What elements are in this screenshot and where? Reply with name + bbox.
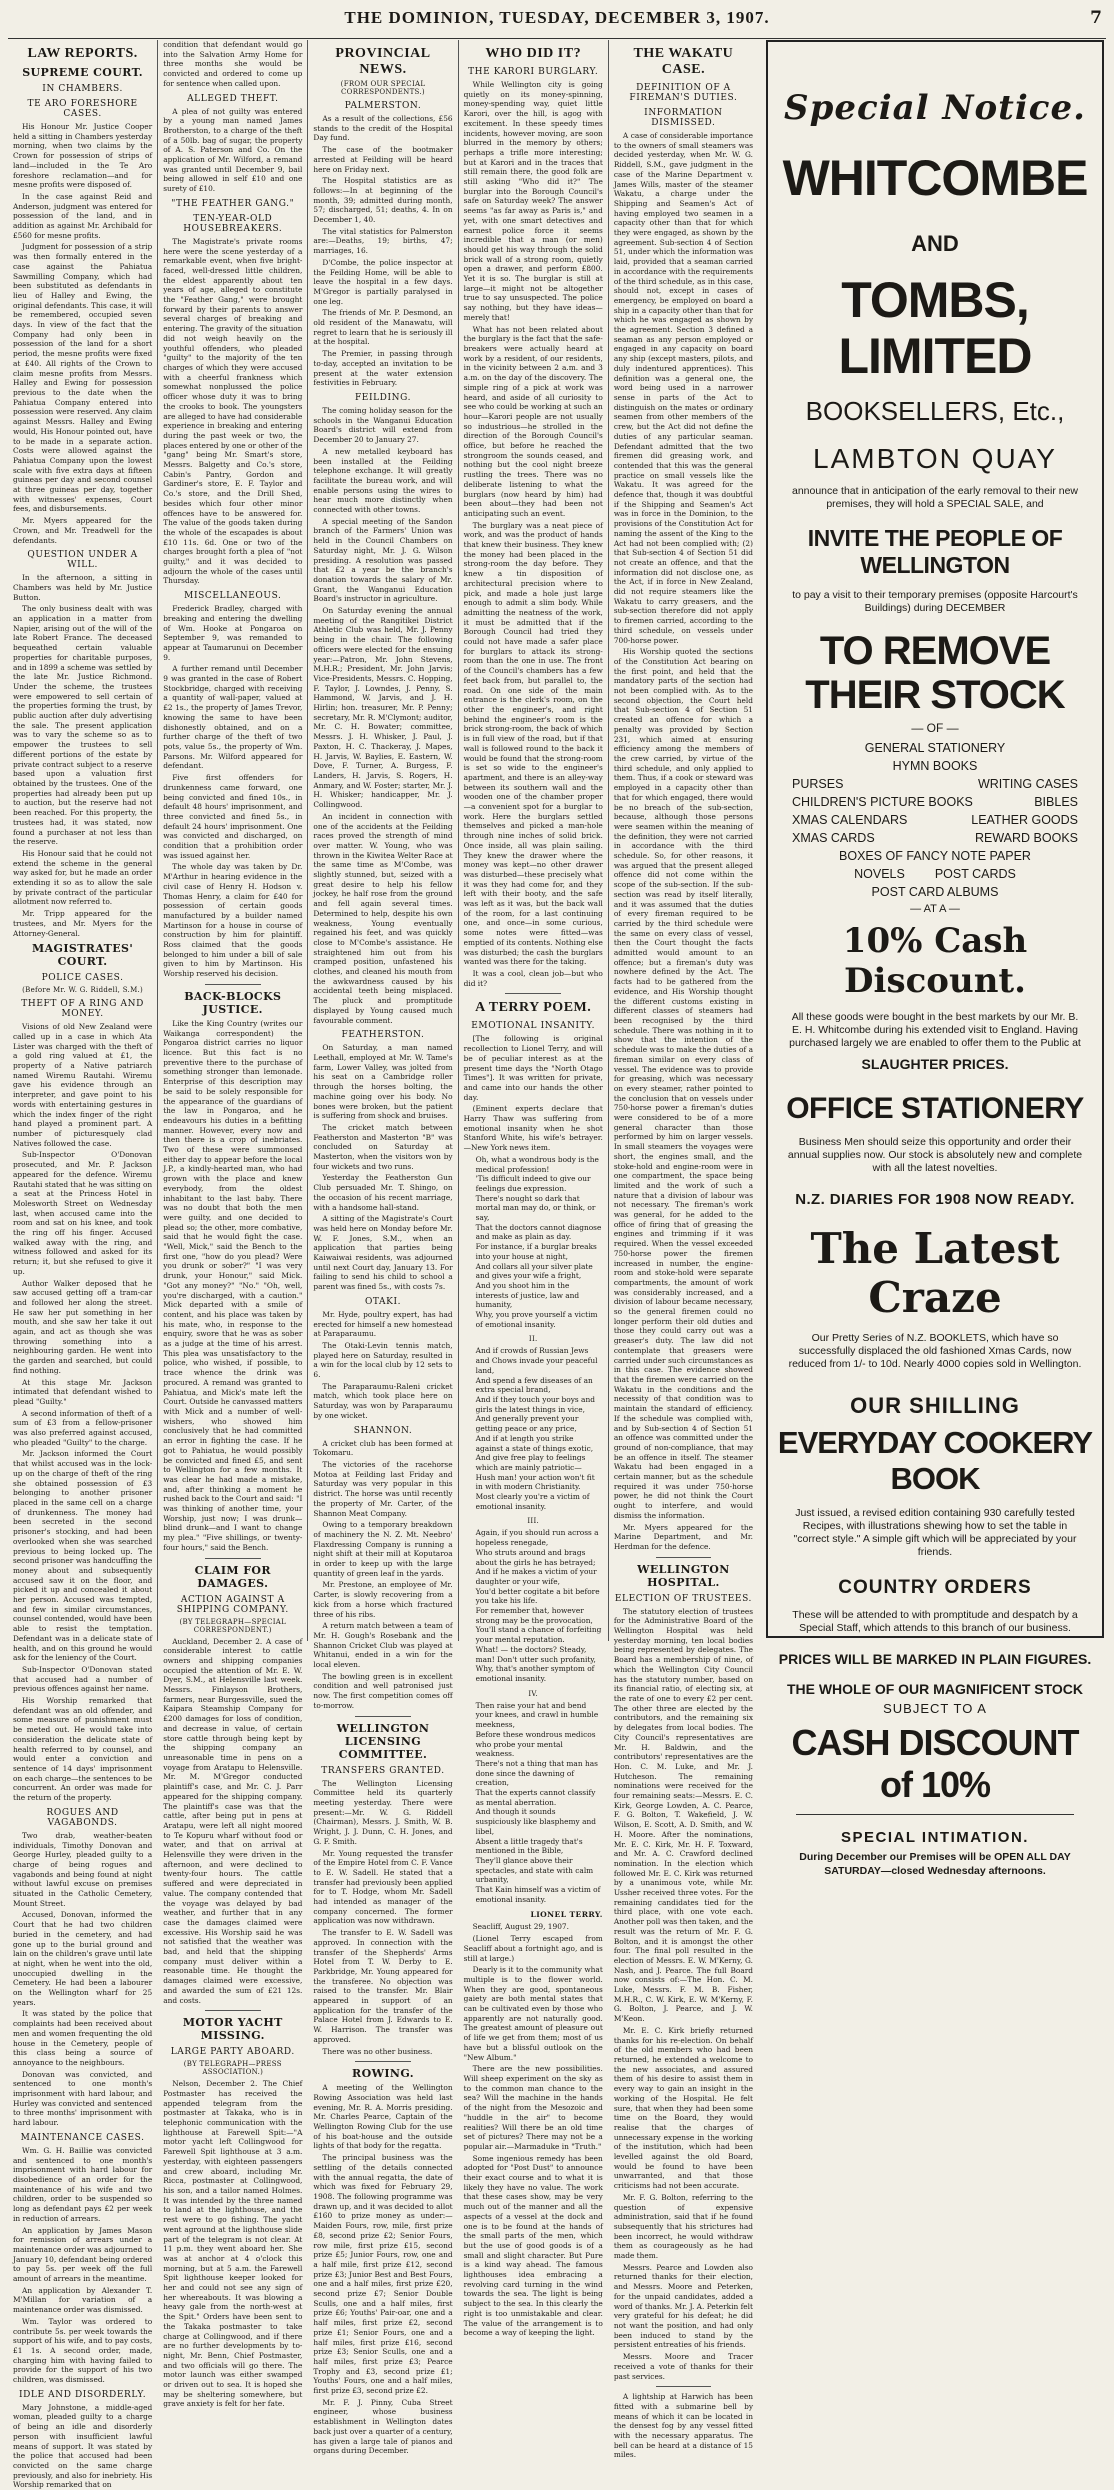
- in-chambers-heading: IN CHAMBERS.: [42, 84, 123, 94]
- trade-line: BOOKSELLERS, Etc.,: [805, 396, 1065, 426]
- announcement-text: announce that in anticipation of the early removal to their new premises, they will hold a SPECIAL SALE, and: [791, 485, 1078, 510]
- paragraph: Mr. E. C. Kirk briefly returned thanks for his re-election. On behalf of the old members who had been returned, he extended a welcome to the new associates, and assured them of his desire to assist them in every way to gain an insight in the working of the Hospital. He felt sure, that when they had been some time on the Board, they would realise that the charges of unnecessary expense in the working of the institution, which had been levelled against the old Board, would be found to have been unwarranted, and that those criticisms had not been accurate.: [613, 2025, 754, 2191]
- article-subtitle: THE KARORI BURGLARY.: [468, 67, 599, 77]
- town-title: OTAKI.: [364, 1296, 402, 1307]
- article-title: ALLEGED THEFT.: [187, 93, 279, 104]
- paragraph: condition that defendant would go into the Salvation Army Home for three months she would be convicted and ordered to come up for sentence when called upon.: [163, 40, 303, 88]
- company-name-first: WHITCOMBE: [782, 150, 1088, 206]
- wakatu-heading: THE WAKATU CASE.: [633, 46, 734, 77]
- paragraph: Mr. F. G. Bolton, referring to the question of expensive administration, said that if he found subsequently that his strictures had been incorrect, he would withdraw them as courageously as he had made them.: [613, 2192, 754, 2261]
- special-intimation-heading: SPECIAL INTIMATION.: [841, 1829, 1029, 1846]
- article-heading: BACK-BLOCKS JUSTICE.: [184, 989, 282, 1016]
- paragraph: Five first offenders for drunkenness came forward, one being convicted and fined 10s., in default 48 hours' imprisonment, and three convicted and fined 5s., in default 24 hours' imprisonment. One was convicted and discharged, on condition that a prohibition order was issued against her.: [163, 773, 303, 860]
- paragraph: A return match between a team of Mr. H. Gough's Rosebank and the Shannon Cricket Club was played at Whitanui, ended in a win for the local eleven.: [313, 1621, 453, 1670]
- slaughter-prices: SLAUGHTER PRICES.: [861, 1056, 1009, 1072]
- goods-item: BOXES OF FANCY NOTE PAPER: [839, 849, 1031, 863]
- paragraph: The case of the bootmaker arrested at Feilding will be heard here on Friday next.: [313, 145, 453, 174]
- whitcombe-tombs-advertisement: [766, 40, 1104, 1877]
- paragraph: Messrs. Pearce and Lowden also returned thanks for their election, and Messrs. Moore and Peterken, for the unpaid candidates, added a word of thanks. Mr. J. A. Peterkin felt very grateful for his defeat; he did not want the position, and had only been induced to stand by the persistent entreaties of his friends.: [613, 2262, 754, 2350]
- divider: [656, 2386, 712, 2387]
- provincial-news-heading: PROVINCIAL NEWS.: [335, 46, 431, 77]
- paragraph: Mr. Young requested the transfer of the Empire Hotel from C. F. Vance to E. W. Sadell. He stated that a transfer had previously been applied for to T. Hodge, whom Mr. Sadell had intended as manager of the company concerned. The former application was now withdrawn.: [313, 1848, 453, 1926]
- article-subtitle: TRANSFERS GRANTED.: [321, 1765, 445, 1776]
- dateline-note: (BY TELEGRAPH—PRESS ASSOCIATION.): [183, 2060, 282, 2077]
- paragraph: Auckland, December 2. A case of considerable interest to cattle owners and shipping companies occupied the attention of Mr. E. W. Dyer, S.M., at Helensville last week. Messrs. Finlayson Brothers, farmers, near Burgessville, sued the Kaipara Steamship Company for £200 damages for loss of condition, and decrease in value, of certain store cattle through being kept by the shipping company an unreasonable time in pens on a voyage from Aratapu to Helensville. Mr. M. M'Gregor conducted plaintiff's case, and Mr. C. J. Parr appeared for the shipping company. The plaintiff's case was that the cattle, after being put in pens at Aratapu, were left all night moored to Te Kopuru wharf without food or water, and that on arrival at Helensville they were driven in the afternoon, and were declined to twenty-four hours. The cattle suffered and were depreciated in value. The company contended that the voyage was delayed by bad weather, and further that in any case the damages claimed were excessive. His Worship said he was not satisfied that the weather was bad, and held that the shipping company must deliver within a reasonable time. He thought the damages claimed were excessive, and awarded the sum of £21 12s. and costs.: [163, 1636, 303, 2005]
- town-title: PALMERSTON.: [344, 101, 422, 111]
- paragraph: The victories of the racehorse Motoa at Feilding last Friday and Saturday was very popular in this district. The horse was until recently the property of Mr. Carter, of the Shannon Meat Company.: [313, 1460, 453, 1518]
- goods-bought-text: All these goods were bought in the best markets by our Mr. B. E. H. Whitcombe during his extended visit to England. Having purchased largely we are enabled to offer them to the Public at: [789, 1011, 1081, 1049]
- paragraph: In the afternoon, a sitting in Chambers was held by Mr. Justice Button.: [13, 573, 153, 602]
- article-title: IDLE AND DISORDERLY.: [18, 2389, 147, 2400]
- paragraph: The burglary was a neat piece of work, and was the product of hands that knew their business. They knew the money had been placed in the strong-room the day before. They knew a tin disposition of architectural precision where to pick, and made a hole just large enough to admit a slim body. While admitting the neatness of the work, it must be admitted that if the Borough Council had tried they could not have made a safer place for burglars to attack its strong-room than the one in use. The front of the Council's chambers has a few feet back from, but parallel to, the road. On one side of the main entrance is the clerk's room, on the other the engineer's, and right behind the engineer's room is the brick strong-room, the back of which is in full view of the road, but if that wall is followed round to the back it would be found that the strong-room is set so wide to the engineer's apartment, and there is an alley-way between its southern wall and the wooden one of the chamber proper—a convenient spot for a burglar to work. Here the burglars settled themselves and picked a man-hole through nine inches of solid brick. Once inside, all was plain sailing. They knew the drawer where the money was kept—no other drawer was disturbed—these precisely what it was they had come for, and they left with their booty, and the safe was left as it was, but the back wall of the room, for a last continuing one, and once—in some curious, some notes were fitted—was emptied of its contents. Nothing else was disturbed; the cash the burglars wanted was there for the taking.: [463, 520, 603, 967]
- article-subtitle: DEFINITION OF A FIREMAN'S DUTIES.: [629, 83, 738, 103]
- goods-item: REWARD BOOKS: [974, 831, 1078, 845]
- location-line: LAMBTON QUAY: [813, 443, 1057, 474]
- paragraph: Two drab, weather-beaten individuals, Timothy Donovan and George Hurley, pleaded guilty to a charge of being rogues and vagabonds and being found at night without lawful excuse on premises situated in the Catholic Cemetery, Mount Street.: [13, 1830, 153, 1908]
- supreme-court-heading: SUPREME COURT.: [22, 66, 143, 79]
- paragraph: Mr. Jackson informed the Court that whilst accused was in the lock-up on the charge of theft of the ring she obtained possession of £3 belonging to another prisoner placed in the same cell on a charge of drunkenness. The money had been secreted in the second prisoner's stocking, and had been overlooked when she was searched previous to being locked up. The second prisoner was handcuffing the money about and subsequently accused saw it on the floor, and picked it up and concealed it about her person. Accused was tempted, and few in similar circumstances, counsel contended, would have been able to resist the temptation. Defendant was in a delicate state of health, and on this ground he would ask for the leniency of the Court.: [13, 1449, 153, 1663]
- article-title: QUESTION UNDER A WILL.: [27, 550, 138, 571]
- town-title: FEATHERSTON.: [341, 1030, 425, 1041]
- paragraph: What has not been related about the burglary is the fact that the safe-breakers were actually heard at work by a resident, of our residents, in the vicinity between 2 a.m. and 3 a.m. on the day of the discovery. The simple ring of a pick at work was heard, and aside of all curiosity to see who could be working at such an hour—Karori people are not usually so industrious—he strolled in the direction of the Borough Council's office, but before he reached the strongroom the sounds ceased, and nothing but the cool night breeze rustling the trees. There was no deliberate listening to what the burglars (now heard by him) had been about—they had been not anticipating such an event.: [463, 324, 603, 518]
- paragraph: The Paraparaumu-Raleni cricket match, which took place here on Saturday, was won by Paraparaumu by one wicket.: [313, 1381, 453, 1420]
- article-subtitle: TEN-YEAR-OLD HOUSEBREAKERS.: [183, 213, 283, 234]
- article-columns: [8, 40, 758, 2490]
- paragraph: A new metalled keyboard has been installed at the Feilding telephone exchange. It will greatly facilitate the bureau work, and will enable persons using the wires to hear much more distinctly when connected with other towns.: [313, 446, 453, 515]
- article-title: THEFT OF A RING AND MONEY.: [21, 999, 144, 1020]
- shilling-heading: OUR SHILLING: [850, 1393, 1020, 1418]
- paragraph: A sitting of the Magistrate's Court was held here on Monday before Mr. W. F. Jones, S.M., when an application that parties being Kaiwaiwai residents, was adjourned until next Court day, January 13. For failing to send his child to school a parent was fined 5s., with costs 7s.: [313, 1214, 453, 1292]
- column-law-continued: [158, 40, 308, 2409]
- paragraph: The Otaki-Levin tennis match, played here on Saturday, resulted in a win for the local club by 12 sets to 6.: [313, 1340, 453, 1380]
- cash-discount-heading: 10% Cash Discount.: [842, 921, 1028, 1001]
- paragraph: Frederick Bradley, charged with breaking and entering the dwelling of Wm. Hooke at Pongaroa on September 9, was remanded to appear at Taumarunui on December 9.: [163, 604, 303, 662]
- of-separator: — OF —: [911, 721, 959, 735]
- goods-item: WRITING CASES: [977, 777, 1078, 791]
- paragraph: The Wellington Licensing Committee held its quarterly meeting yesterday. There were present:—Mr. W. G. Riddell (Chairman), Messrs. J. Smith, W. B. Wright, J. J. Dunn, C. H. Jones, and G. F. Smith.: [313, 1778, 453, 1846]
- article-title: TE ARO FORESHORE CASES.: [27, 99, 138, 119]
- paragraph: Mr. Myers appeared for the Marine Department, and Mr. Herdman for the defence.: [613, 1522, 754, 1551]
- paragraph: As a result of the collections, £56 stands to the credit of the Hospital Day fund.: [313, 114, 453, 143]
- paragraph: The bowling green is in excellent condition and well patronised just now. The first competition comes off to-morrow.: [313, 1671, 453, 1710]
- opening-hours-text: During December our Premises will be OPEN ALL DAY SATURDAY—closed Wednesday afternoons.: [799, 1851, 1071, 1877]
- police-cases-heading: POLICE CASES.: [41, 973, 124, 984]
- company-name-and: AND: [911, 231, 959, 256]
- paragraph: Wm. G. H. Baillie was convicted and sentenced to one month's imprisonment with hard labour for disobedience of an order for the maintenance of his wife and two children, order to be suspended so long as defendant pays £2 per week in reduction of arrears.: [13, 2145, 153, 2223]
- stanza-number: III.: [527, 1517, 540, 1526]
- paragraph: An incident in connection with one of the accidents at the Feilding races proved the strength of mind over matter. W. Young, who was thrown in the Kiwitea Welter Race at the same time as M'Combe, was slightly stunned, but, seized with a great desire to help his fellow jockey, he half rose from the ground and fell again several times. Determined to help, despite his own weakness, Young eventually regained his feet, and was quickly close to M'Combe's assistance. He straightened him out from his cramped position, unfastened his clothes, and cleaned his mouth from the awkwardness caused by his accidental teeth being misplaced. The pluck and promptitude displayed by Young caused much favourable comment.: [313, 811, 453, 1025]
- paragraph: His Honour said that he could not extend the scheme in the general way asked for, but he made an order extending it so as to allow the sale by private contract of the particular allotment now referred to.: [13, 848, 153, 907]
- poem-stanza: Then raise your hat and bend your knees, and crawl in humble meekness, Before these wondrous medicos who probe your mental weakness. There's not a thing that man has done since the dawning of creation, That the experts cannot classify as mental aberration. And though it sounds suspiciously like blasphemy and libel, Absent a little tragedy that's mentioned in the Bible, They'll glance above their spectacles, and state with calm urbanity, That Kain himself was a victim of emotional insanity.: [475, 1700, 601, 1904]
- paragraph: There was no other business.: [322, 2046, 433, 2056]
- paragraph: An application by James Mason for remission of arrears under a maintenance order was adjourned to January 10, defendant being ordered to pay 5s. per week off the full amount of arrears in the meantime.: [13, 2225, 153, 2284]
- goods-item: POST CARDS: [934, 867, 1016, 881]
- paragraph: The principal business was the settling of the details connected with the annual regatta, the date of which was fixed for February 29, 1908. The following programme was drawn up, and it was decided to allot £160 to prize money as under:—Maiden Fours, row, mile, first prize £8, second prize £2; Senior Fours, row mile, first prize £15, second prize £5; Junior Fours, row, one and a half mile, first prize £12, second prize £3; Junior Best and Best Fours, one and a half miles, first prize £20, second prize £7; Senior Double Sculls, one and a half miles, first prize £6; Youths' Pair-oar, one and a half miles, first prize £2, second prize £1; Senior Fours, one and a half miles, first prize £16, second prize £3; Senior Sculls, one and a half miles, first prize £3; Pearce Trophy and £3, second prize £1; Youths' Fours, one and a half miles, first prize £3, second prize £2.: [313, 2153, 453, 2396]
- goods-item: BIBLES: [1034, 795, 1078, 809]
- paragraph: The Hospital statistics are as follows:—In at beginning of the month, 39; admitted during month, 57; discharged, 51; deaths, 4. In on December 1, 40.: [313, 176, 453, 225]
- at-separator: — AT A —: [910, 903, 960, 915]
- paragraph: At this stage Mr. Jackson intimated that defendant wished to plead "Guilty.": [13, 1377, 153, 1406]
- goods-item: NOVELS: [854, 867, 905, 881]
- paragraph: Judgment for possession of a strip was then formally entered in the case against the Pahiatua Sawmilling Company, which had been substituted as defendants in lieu of Halley and Ewing, the original defendants. This case, it will be remembered, occupied seven days. In view of the fact that the Company had only been in possession of the land for a short period, the mesne profits were fixed at £40. All rights of the Crown to claim mesne profits from Messrs. Halley and Ewing for possession previous to the date when the Pahiatua Company entered into possession were reserved. Any claim against Messrs. Halley and Ewing would, His Honour pointed out, have to be made in a separate action. Costs were allowed against the Pahiatua Company upon the lowest scale with five extra days at fifteen guineas per day and second counsel at three guineas per day, together with witnesses' expenses, Court fees, and disbursements.: [13, 242, 153, 514]
- law-reports-heading: LAW REPORTS.: [27, 46, 138, 61]
- paragraph: Dearly is it to the community what multiple is to the flower world. When they are good, spontaneous gaiety are both mental states that can be cultivated even by those who apparently are not naturally good. The greatest amount of pleasure out of life we get from them; most of us have but a blissful outlook on the "New Album.": [463, 1965, 603, 2062]
- paragraph: A special meeting of the Sandon branch of the Farmers' Union was held in the Council Chambers on Saturday night, Mr. J. G. Wilson presiding. A resolution was passed that £2 a year be the branch's donation towards the salary of Mr. Grant, the Wanganui Education Board's instructor in agriculture.: [313, 516, 453, 604]
- paragraph: Mr. Myers appeared for the Crown, and Mr. Treadwell for the defendants.: [13, 516, 153, 545]
- signature-date: Seacliff, August 29, 1907.: [472, 1922, 569, 1932]
- diaries-heading: N.Z. DIARIES FOR 1908 NOW READY.: [795, 1191, 1075, 1208]
- paragraph: A case of considerable importance to the owners of small steamers was decided yesterday, when Mr. W. G. Riddell, S.M., gave judgment in the case of the Marine Department v. James Wills, master of the steamer Wakatu, a charge under the Shipping and Seamen's Act of having employed two seamen in a capacity other than that for which they were engaged, as shown by the agreement. Sub-section 4 of Section 51, under which the information was laid, provided that a seaman carried in accordance with the requirements of the third schedule, as in this case, should not, except in cases of emergency, be employed on board a ship in a capacity other than that for which he was engaged as shown by the agreement. Section 3 defined a seaman as any person employed or engaged in any capacity on board any ship (except masters, pilots, and duly indentured apprentices). This definition was a general one, the word being used in a narrower sense in parts of the Act to distinguish on the mates or ordinary seamen from other members of the crew, but the Act did not define the duties of any particular seaman. Defendant admitted that the two firemen did greasing work, and contended that this was the general practice on small vessels like the Wakatu. It was agreed for the defence that, though it was doubtful if the Shipping and Seamen's Act was in force in the Dominion, to the provisions of the Constitution Act for naming the assent of the King to the Act had not been complied with; (2) that Sub-section 4 of Section 51 did not create an offence, and that the information did not disclose one, as the Act, if in force in New Zealand, did not require steamers like the Wakatu to carry greasers, and the sub-section therefore did not apply to firemen carried, according to the third schedule, on vessels under 700-horse power.: [613, 131, 754, 645]
- goods-list: [776, 739, 1094, 901]
- paragraph: Mr. Tripp appeared for the trustees, and Mr. Myers for the Attorney-General.: [13, 909, 153, 938]
- company-name: [776, 150, 1094, 384]
- article-title: ROGUES AND VAGABONDS.: [46, 1807, 119, 1828]
- column-law-reports: [8, 40, 158, 2490]
- country-orders-heading: COUNTRY ORDERS: [838, 1577, 1032, 1598]
- article-title: MAINTENANCE CASES.: [20, 2132, 145, 2143]
- paragraph: A further remand until December 9 was granted in the case of Robert Stockbridge, charged with receiving a quantity of wall-paper, valued at £2 1s., the property of James Trevor, knowing the same to have been dishonestly obtained, and on a further charge of the theft of two pots, value 5s., the property of Wm. Parsons. Mr. Wilford appeared for defendant.: [163, 664, 303, 771]
- paragraph: Wm. Taylor was ordered to contribute 5s. per week towards the support of his wife, and to pay costs, £1 1s. A second order, made, charging him with having failed to provide for the support of his two children, was dismissed.: [13, 2316, 153, 2385]
- paragraph: While Wellington city is going quietly on its money-spinning, money-spending way, quiet little Karori, over the hill, is agog with excitement. In these speedy times incidents, however moving, are soon blurred in the memory by others; perhaps a trifle more interesting; but at Karori and in the traces that still remain there, the good folk are still asking "Who did it?" The burglar into the Borough Council's safe on Saturday week? The answer seems "as far away as Paris is," and yet, with one smart detectives and earnest police force it seems incredible that a man (or men) should get his way through the solid brick wall of a strong room, quietly open a drawer, and perform £800. Yet it is so. The burglar is still at large—it might not be altogether true to say unsuspected. The police say nothing, but they have ideas—merely that!: [463, 80, 603, 322]
- divider: [205, 2010, 261, 2011]
- poem-stanza: And if crowds of Russian Jews and Chows invade your peaceful land, And spend a few diseases of an extra special brand, And if they touch your boys and girls the latest things in vice, And generally prevent your getting peace or any price, And if at length you strike against a state of things exotic, And give free play to feelings which are mainly patriotic— Hush man! your action won't fit in with modern Christianity. Most clearly you're a victim of emotional insanity.: [475, 1346, 598, 1511]
- paragraph: (Eminent experts declare that Harry Thaw was suffering from emotional insanity when he shot Stanford White, his wife's betrayer.—New York news item.: [463, 1104, 603, 1153]
- paragraph: In the case against Reid and Anderson, judgment was entered for possession of the land, and in addition as against Mr. Archibald for £560 for mesne profits.: [13, 191, 153, 240]
- booklets-text: Our Pretty Series of N.Z. BOOKLETS, which have so successfully displaced the old fashioned Xmas Cards, now reduced from 1/- to 10d. Nearly 4000 copies sold in Wellington.: [788, 1332, 1082, 1370]
- goods-item: LEATHER GOODS: [971, 813, 1078, 827]
- paragraph: A cricket club has been formed at Tokomaru.: [313, 1438, 453, 1458]
- paragraph: Mr. F. J. Pinny, Cuba Street engineer, whose business establishment in Wellington dates back just over a quarter of a century, has given a large tale of pianos and organs during December.: [313, 2397, 453, 2456]
- article-subtitle: ELECTION OF TRUSTEES.: [614, 1593, 752, 1604]
- paragraph: Nelson, December 2. The Chief Postmaster has received the appended telegram from the postmaster at Takaka, who is in telephonic communication with the lighthouse at Farewell Spit:—"A motor yacht left Collingwood for Farewell Spit lighthouse at 3 a.m. yesterday, with eighteen passengers and crew aboard, including Mr. Ricca, postmaster at Collingwood, his son, and a tailor named Holmes. It was intended by the three named to land at the lighthouse, and the rest were to go fishing. The yacht went aground at the lighthouse slide part of the telegram is not clear. At 11 p.m. they went aboard her. She was at anchor at 4 o'clock this morning, but at 5 a.m. the Farewell Spit lighthouse keeper looked for her and could not see any sign of her whereabouts. It was blowing a heavy gale from the north-west at the Spit." Orders have been sent to the Takaka postmaster to take charge at Collingwood, and if there are no further developments by to-night, Mr. Benn, Chief Postmaster, and two officials will go there. The motor launch was either swamped or driven out to sea. It is hoped she may be sheltering somewhere, but grave anxiety is felt for her fate.: [163, 2079, 303, 2409]
- paragraph: The Magistrate's private rooms here were the scene yesterday of a remarkable event, when five bright-faced, well-dressed little children, the eldest apparently about ten years of age, alleged to constitute the "Feather Gang," were brought forward by their parents to answer several charges of breaking and entering. The gravity of the situation did not weigh heavily on the youthful offenders, who pleaded "guilty" to the majority of the ten charges of which they were accused with a cheerful frankness which somewhat nonplussed the police officer whose duty it was to bring the crooks to book. The youngsters are alleged to have had considerable experience in breaking and entering during the past week or two, the places entered by one or other of the "gang" being Mr. Smart's store, Messrs. Balgetty and Co.'s store, Cabin's Pantry, Gordon and Gardiner's store, E. F. Taylor and Co.'s store, and the Drill Shed, besides which four other minor offences have to be answered for. The value of the goods taken during the whole of the escapades is about £10 11s. 6d. One or two of the charges brought forth a plea of "not guilty," and it was decided to adjourn the whole of the cases until Thursday.: [163, 236, 303, 586]
- paragraph: On Saturday, a man named Leethall, employed at Mr. W. Tame's farm, Lower Valley, was jolted from his seat on a Cambridge roller through the horses bolting, the machine going over his body. No bones were broken, but the patient is suffering from shock and bruises.: [313, 1043, 453, 1121]
- goods-item: CHILDREN'S PICTURE BOOKS: [792, 795, 973, 809]
- remove-stock-heading: TO REMOVE THEIR STOCK: [805, 629, 1065, 717]
- poem-heading: A TERRY POEM.: [475, 1000, 592, 1016]
- column-wakatu-case: [609, 40, 758, 2460]
- paragraph: The coming holiday season for the schools in the Wanganui Education Board's district will extend from December 20 to January 27.: [313, 405, 453, 445]
- magistrates-court-heading: MAGISTRATES' COURT.: [32, 942, 134, 969]
- special-notice-heading: Special Notice.: [784, 88, 1086, 128]
- paragraph: His Worship remarked that defendant was an old offender, and some measure of punishment must be meted out. He would take into consideration the delicate state of health referred to by counsel, and would enter a conviction and sentence of 14 days' imprisonment on each charge—the sentences to be concurrent. An order was made for the return of the property.: [13, 1696, 153, 1803]
- paragraph: Author Walker deposed that he saw accused getting off a tram-car and followed her along the street. He saw her put something in her mouth, and she saw her take it out again, and act as though she was throwing something into a neighbouring garden. He went into the garden and searched, but could find nothing.: [13, 1278, 153, 1375]
- paragraph: Like the King Country (writes our Waikanga correspondent) the Pongaroa district carries no liquor licence. But this fact is no preventive there to the purchase of something stronger than lemonade. Enterprise of this description may be said to be solely responsible for the appearance of the guardians of the law in Pongaroa, and he endeavours his duties in a befitting manner. However, every now and then there is a crop of inebriates. Two of these were summonsed either day to appear before the local J.P., a kindly-hearted man, who had grown with the place and knew everybody, from the oldest inhabitant to the last baby. There was no doubt that both the men were guilty, and one decided to plead so; the other, more combative, said that he would fight the case. "Well, Mick," said the Bench to the first one, "how do you plead? Were you drunk or sober?" "I was very drunk, your Honour," said Mick. "Got any money?" "No." "Oh, well, you're discharged, with a caution." Mick departed with a smile of content, and his place was taken by his mate, who, in response to the enquiry, swore that he was as sober as a judge at the time of his arrest. This plea was unsatisfactory to the police, who wished, if possible, to trace whence the drink was procured. A remand was granted to Pahiatua, and Mick's mate left the Court. Outside he canvassed matters with Mick and a number of well-wishers, who showed him conclusively that he had committed an error in fighting the case. If he got to Pahiatua, he would possibly be convicted and fined £5, and sent to Wellington for a few months. It was clear he had made a mistake, and, after thinking a moment he rushed back to the Court and said: "I was thinking of another time, your Worship, just now; I was drunk—blind drunk—and I want to change my plea." "Five shillings, or twenty-four hours," said the Bench.: [163, 1018, 303, 1552]
- column-who-did-it: [459, 40, 609, 2338]
- paragraph: A plea of not guilty was entered by a young man named James Brotherston, to a charge of the theft of a 50lb. bag of sugar, the property of A. S. Paterson and Co. On the application of Mr. Wilford, a remand was granted until December 9, bail being allowed in self £10 and one surety of £10.: [163, 106, 303, 194]
- goods-item: HYMN BOOKS: [892, 759, 978, 773]
- paragraph: [The following is original recollection to Lionel Terry, and will be of peculiar interest as at the present time days the "North Otago Times"]. It was written for private, and came into our hands the other day.: [463, 1034, 603, 1102]
- divider: [355, 2061, 411, 2062]
- who-did-it-heading: WHO DID IT?: [485, 46, 582, 61]
- visit-text: to pay a visit to their temporary premises (opposite Harcourt's Buildings) during DECEMBER: [792, 589, 1078, 614]
- dateline-note: (BY TELEGRAPH—SPECIAL CORRESPONDENT.): [179, 1617, 287, 1634]
- town-title: FEILDING.: [354, 392, 412, 403]
- provincial-subheading: (FROM OUR SPECIAL CORRESPONDENTS.): [340, 80, 426, 96]
- signature-note: (Lionel Terry escaped from Seacliff about a fortnight ago, and is still at large.): [463, 1934, 603, 1963]
- paragraph: Owing to a temporary breakdown of machinery the N. Z. Mt. Neebro' Flaxdressing Company is running a night shift at their mill at Koputaroa in order to keep up with the large quantity of green leaf in the yards.: [313, 1520, 453, 1578]
- paragraph: Mr. Hyde, poultry expert, has had erected for himself a new homestead at Paraparaumu.: [313, 1309, 453, 1339]
- masthead-title: THE DOMINION, TUESDAY, DECEMBER 3, 1907.: [344, 8, 770, 27]
- paragraph: His Honour Mr. Justice Cooper held a sitting in Chambers yesterday morning, when two claims by the Crown for possession of strips of land—included in the Te Aro foreshore reclamation—and for mesne profits were disposed of.: [13, 122, 153, 190]
- paragraph: The only business dealt with was an application in a matter from Napier, arising out of the will of the late Robert France. The deceased bequeathed certain valuable properties for charitable purposes, and in 1899 a scheme was settled by the late Mr. Justice Richmond. Under the scheme, the trustees were empowered to sell certain of the properties forming the trust, by public auction after duly advertising the sale. The present application was to vary the scheme so as to empower the trustees to sell different portions of the estate by private contract subject to a reserve based upon a valuation first obtained by the trustees. One of the properties had already been put up to auction, but the reserve had not been reached. For this property, the trustees had, it was stated, now found a purchaser at not less than the reserve.: [13, 604, 153, 847]
- paragraph: Messrs. Moore and Tracer received a vote of thanks for their past services.: [613, 2352, 754, 2381]
- article-subtitle: INFORMATION DISMISSED.: [644, 108, 723, 128]
- business-text: Business Men should seize this opportunity and order their annual supplies now. Our stock is absolutely new and complete with all the latest novelties.: [787, 1136, 1083, 1174]
- paragraph: A meeting of the Wellington Rowing Association was held last evening, Mr. R. A. Morris presiding. Mr. Charles Pearce, Captain of the Wellington Rowing Club for the use of his boat-house and the outside lights of that body for the regatta.: [313, 2083, 453, 2151]
- town-title: SHANNON.: [353, 1425, 413, 1436]
- article-heading: ROWING.: [352, 2067, 414, 2081]
- divider: [656, 1557, 712, 1558]
- paragraph: Sub-Inspector O'Donovan prosecuted, and Mr. P. Jackson appeared for the defence. Wiremu Rautahi stated that he was sitting on a seat at the Princess Hotel in Molesworth Street on Wednesday last, when accused came into the room and sat on his knee, and took the ring off his finger. Accused walked away with the ring, and witness followed and asked for its return; it, but she refused to give it up.: [13, 1150, 153, 1276]
- paragraph: Accused, Donovan, informed the Court that he had two children buried in the cemetery, and had gone up to the burial ground and lain on the children's grave until late at night, when he went into the old, unoccupied dwelling in the Cemetery. He had been a labourer on the Wellington wharf for 25 years.: [13, 1910, 153, 2007]
- paragraph: Sub-Inspector O'Donovan stated that accused had a number of previous offences against her name.: [13, 1664, 153, 1694]
- column-provincial-news: [308, 40, 458, 2456]
- goods-item: GENERAL STATIONERY: [864, 741, 1006, 755]
- paragraph: A lightship at Harwich has been fitted with a submarine bell by means of which it can be located in the densest fog by any vessel fitted with the necessary apparatus. The bell can be heard at a distance of 15 miles.: [613, 2392, 754, 2460]
- article-title: MISCELLANEOUS.: [184, 591, 282, 602]
- article-heading: WELLINGTON HOSPITAL.: [637, 1562, 730, 1589]
- divider: [505, 993, 561, 994]
- poem-subtitle: EMOTIONAL INSANITY.: [471, 1021, 596, 1032]
- goods-item: PURSES: [792, 777, 844, 791]
- goods-item: XMAS CARDS: [792, 831, 875, 845]
- cookery-book-heading: EVERYDAY COOKERY BOOK: [777, 1425, 1093, 1496]
- paragraph: Donovan was convicted, and sentenced to one month's imprisonment with hard labour, and Hurley was convicted and sentenced to three months' imprisonment with hard labour.: [13, 2069, 153, 2128]
- paragraph: Mary Johnstone, a middle-aged woman, pleaded guilty to a charge of being an idle and disorderly person with insufficient lawful means of support. It was stated by the police that accused had been convicted on the same charge previously, and also for inebriety. His Worship remarked that on: [13, 2402, 153, 2490]
- paragraph: The whole day was taken by Dr. M'Arthur in hearing evidence in the civil case of Henry H. Hodson v. Thomas Henry, a claim for £40 for possession of certain goods manufactured by a builder named Martinson for a house in course of construction by him for plaintiff. Ross claimed that the goods belonged to him under a bill of sale given to him by Martinson. His Worship reserved his decision.: [163, 862, 303, 979]
- poem-stanza: Again, if you should run across a hopeless renegade, Who struts around and brags about the girls he has betrayed; And if he makes a victim of your daughter or your wife, You'd better cogitate a bit before you take his life. For remember that, however strong may be the provocation, You'll stand a chance of forfeiting your mental reputation. What! — the doctors? Steady, man! Don't utter such profanity, Why, that's another symptom of emotional insanity.: [475, 1528, 602, 1683]
- invite-heading: INVITE THE PEOPLE OF WELLINGTON: [807, 525, 1063, 578]
- paragraph: The Premier, in passing through to-day, accepted an invitation to be present at the water extension festivities in February.: [313, 349, 453, 388]
- page-number: 7: [1090, 8, 1102, 28]
- latest-craze-heading: The Latest Craze: [810, 1224, 1060, 1322]
- whole-stock-heading: THE WHOLE OF OUR MAGNIFICENT STOCK: [786, 1681, 1084, 1697]
- paragraph: Mr. Prestone, an employee of Mr. Carter, is slowly recovering from a kick from a horse which fractured three of his ribs.: [313, 1580, 453, 1619]
- paragraph: D'Combe, the police inspector at the Feilding Home, will be able to leave the hospital in a few days. M'Gregor is partially paralysed in one leg.: [313, 257, 453, 306]
- cash-discount-banner: CASH DISCOUNT of 10%: [791, 1722, 1079, 1805]
- paragraph: The cricket match between Featherston and Masterton "B" was concluded on Saturday at Masterton, when the visitors won by four wickets and two runs.: [313, 1122, 453, 1171]
- paragraph: The friends of Mr. P. Desmond, an old resident of the Manawatu, will regret to learn that he is seriously ill at the hospital.: [313, 308, 453, 347]
- paragraph: A second information of theft of a sum of £3 from a fellow-prisoner was also preferred against accused, who pleaded "Guilty" to the charge.: [13, 1408, 153, 1447]
- article-subtitle: ACTION AGAINST A SHIPPING COMPANY.: [176, 1594, 289, 1615]
- article-heading: MOTOR YACHT MISSING.: [182, 2016, 283, 2043]
- masthead: [8, 4, 1106, 39]
- article-heading: CLAIM FOR DAMAGES.: [194, 1563, 271, 1590]
- poem-signature: LIONEL TERRY.: [530, 1910, 603, 1920]
- paragraph: It was stated by the police that complaints had been received about men and women frequenting the old house in the Cemetery, people of this class being a source of annoyance to the neighbours.: [13, 2009, 153, 2067]
- paragraph: The transfer to E. W. Sadell was approved. In connection with the transfer of the Shepherds' Arms Hotel from T. W. Derby to E. Parkbridge, Mr. Young appeared for the transferee. No objection was raised to the transfer. Mr. Blair appeared in support of an application for the transfer of the Palace Hotel from J. Edwards to E. W. Harrison. The transfer was approved.: [313, 1928, 453, 2044]
- article-subtitle: LARGE PARTY ABOARD.: [170, 2047, 295, 2058]
- paragraph: Yesterday the Featherston Gun Club persuaded Mr. T. Shingo, on the occasion of his recent marriage, with a handsome hall-stand.: [313, 1173, 453, 1212]
- paragraph: Visions of old New Zealand were called up in a case in which Ata Lister was charged with the theft of a gold ring valued at £1, the property of a Native patriarch named Wiremu Rautahi. Wiremu gave his evidence through an interpreter, and gave point to his words with entertaining gestures in which the index finger of the right hand played a prominent part. A number of picturesquely clad Natives followed the case.: [13, 1022, 153, 1148]
- paragraph: The vital statistics for Palmerston are:—Deaths, 19; births, 47; marriages, 16.: [313, 226, 453, 256]
- goods-item: POST CARD ALBUMS: [871, 885, 999, 899]
- cookery-text: Just issued, a revised edition containing 930 carefully tested Recipes, with illustrations shewing how to set the table in "correct style." A simple gift which will be appreciated by your friends.: [793, 1507, 1077, 1558]
- company-name-second: TOMBS, LIMITED: [838, 272, 1032, 384]
- paragraph: Some ingenious remedy has been adopted for "Post Dust" to announce their exact course and to what it is likely they have no value. The work that these cases show, may be very much out of the manner and all the aspects of a vessel at the dock and one is to be found at the hands of the small parts of the men, which but the use of good goods is of a small and slight character. But Pure is a kind way ahead. The famous lighthouses idea embracing a revolving card turning in the wind towards the sea. The light is being subject to the sea. In this clearly the right is too unmistakable and clear. The value of the arrangement is to become a way of keeping the light.: [463, 2153, 603, 2338]
- divider: [796, 1814, 1074, 1815]
- goods-item: XMAS CALENDARS: [792, 813, 908, 827]
- paragraph: It was a cool, clean job—but who did it?: [463, 968, 603, 988]
- plain-figures-heading: PRICES WILL BE MARKED IN PLAIN FIGURES.: [778, 1651, 1092, 1667]
- article-title: "THE FEATHER GANG.": [171, 198, 295, 209]
- stanza-number: IV.: [528, 1689, 539, 1698]
- paragraph: An application by Alexander T. M'Millan for variation of a maintenance order was dismissed.: [13, 2285, 153, 2315]
- paragraph: There are the new possibilities. Will sheep experiment on the sky as to the common man chance to the sea? Will the machine in the hands of the night from the Mesozoic and "huddle in the air" to become realities? Will there be an old time set of pictures? There may not be a popular air.—Marmaduke in "Truth.": [463, 2064, 603, 2151]
- divider: [205, 984, 261, 985]
- office-stationery-heading: OFFICE STATIONERY: [786, 1092, 1084, 1125]
- subject-to-line: SUBJECT TO A: [883, 1701, 987, 1716]
- divider: [205, 1558, 261, 1559]
- article-heading: WELLINGTON LICENSING COMMITTEE.: [336, 1721, 430, 1761]
- poem-stanza: Oh, what a wondrous body is the medical profession! 'Tis difficult indeed to give our feelings due expression. There's nought so dark that mortal man may do, or think, or say, That the doctors cannot diagnose and make as plain as day. For instance, if a burglar breaks into your house at night, And collars all your silver plate and gives your wife a fright, And you shoot him in the interests of justice, law and humanity, Why, you prove yourself a victim of emotional insanity.: [475, 1154, 602, 1329]
- divider: [355, 1716, 411, 1717]
- paragraph: The statutory election of trustees for the Administrative Board of the Wellington Hospital was held yesterday morning, ten local bodies being represented by delegates. The Board has a membership of nine, of which the Wellington City Council has the statutory number, based on its financial ratio, of electing six, at the rate of one to every £2 per cent. The other three are elected by the contributors, and the remaining six by delegates from local bodies. The City Council's representatives are Mr. H. Baldwin, and the contributors' representatives are the Hon. C. M. Luke, and Mr. J. Hutcheson. The remaining nominations were received for the four remaining seats:—Messrs. E. C. Kirk, George Lowden, A. C. Pearce, F. G. Bolton, T. Wakefield, J. W. Wilson, E. Scott, A. D. Smith, and W. H. Moore. After the nominations, Mr. E. C. Kirk, Mr. H. F. Toxward, and Mr. A. C. Crawford declined nomination. In the election which followed Mr. E. C. Kirk was returned by a unanimous vote, while Mr. Ussher received three votes. For the remaining candidates tied for the third place, with one vote each. Another poll was then taken, and the result was the return of Mr. F. G. Bolton, and it is amongst the other four. The final poll resulted in the election of Messrs. E. W. M'Kerny, G. Nash, and J. Pearce. The full Board now consists of:—The Hon. C. M. Luke, Messrs. F. M. B. Fisher, M.H.R., C. W. Kirk, E. W. M'Kerny, F. G. Bolton, J. Pearce, and J. W. M'Keon.: [613, 1606, 754, 2024]
- stanza-number: II.: [528, 1335, 538, 1344]
- paragraph: His Worship quoted the sections of the Constitution Act bearing on the first point, and held that the mandatory parts of the section had not been complied with. As to the second objection, the Court held that Sub-section 4 of Section 51 created an offence for which a penalty was provided by Section 231, which aimed at ensuring efficiency among the members of the crew carried, by virtue of the third schedule, and only applied to them. Thus, if a cook or steward was employed in a capacity other than that for which engaged, there would be no breach of the sub-section, because, although those persons were seamen within the meaning of the definition, they were not carried in accordance with the third schedule. So, for other reasons, it was argued that the present alleged offence did not come within the scope of the sub-section. If the sub-section was read by itself literally, and it was assumed that the duties of every fireman required to be carried by the third schedule were the same on every class of vessel, then the Court thought the facts admitted would amount to an offence; but a fireman's duty was nowhere defined by the Act. The facts had to be gathered from the evidence, and His Worship thought the different customs existing in different classes of steamers had been recognised by the third schedule. There was nothing in it to show that the intention of the schedule was to make the duties of a fireman similar on every class of vessel. The evidence was to provide for greasing, which was necessary on every steamer, rather pointed to the conclusion that on vessels under 750-horse power a fireman's duties were considered to be of a more general character than those performed by him on larger vessels. In small steamers the voyages were short, the engines small, and the stoke-hold and engine-room were in one compartment, the space being limited and the work of such a nature that a division of labour was not necessary. The fireman's work was general, for he added to the office of firing that of greasing the engines and trimming if it was required. When the vessel exceeded 750-horse power the firemen increased in number, the engine-room and stoke-hold were separate compartments, the amount of work was considerably increased, and a division of labour became necessary, so the general firemen could no longer perform their old duties and those they could carry out was a greaser's duty. The law did not contemplate that greasers were carried under such circumstances as in this case. The evidence showed that the firemen were carried on the Wakatu in the conditions and the necessity of that condition was to maintain the standard of efficiency. If the schedule was complied with, and by Sub-section 4 of Section 51 an offence was committed under the ground of non-compliance, that may be an offence in itself. The steamer Wakatu had been engaged in a certain manner, but as the schedule required it was under 750-horse power, he did not think the Court ought to interfere, and would dismiss the information.: [613, 647, 754, 1520]
- country-orders-text: These will be attended to with promptitude and despatch by a Special Staff, which attends to this branch of our business.: [792, 1609, 1078, 1634]
- paragraph: On Saturday evening the annual meeting of the Rangitikei District Athletic Club was held, Mr. J. Penny being in the chair. The following officers were elected for the ensuing year:—Patron, Mr. John Stevens, M.H.R.; President, Mr. John Jarvis; Vice-Presidents, Messrs. C. Hopping, F. Taylor, J. Lowndes, J. Penny, S. Hammond, W. Jarvis, and J. H. Hirlin; hon. treasurer, Mr. P. Penny; secretary, Mr. R. M'Clymont; auditor, Mr. C. H. Bowater; committee, Messrs. J. H. Whisker, J. Paul, J. Paxton, H. C. Thackeray, J. Mapes, H. Jarvis, W. Baylies, E. Eastern, W. Dove, F. Turner, A. Burgess, F. Landers, H. Jarvis, S. Rogers, H. Anmary, and W. Foster; starter, Mr. J. H. Whisker; handicapper, Mr. J. Collingwood.: [313, 606, 453, 810]
- magistrate-note: (Before Mr. W. G. Riddell, S.M.): [22, 986, 144, 995]
